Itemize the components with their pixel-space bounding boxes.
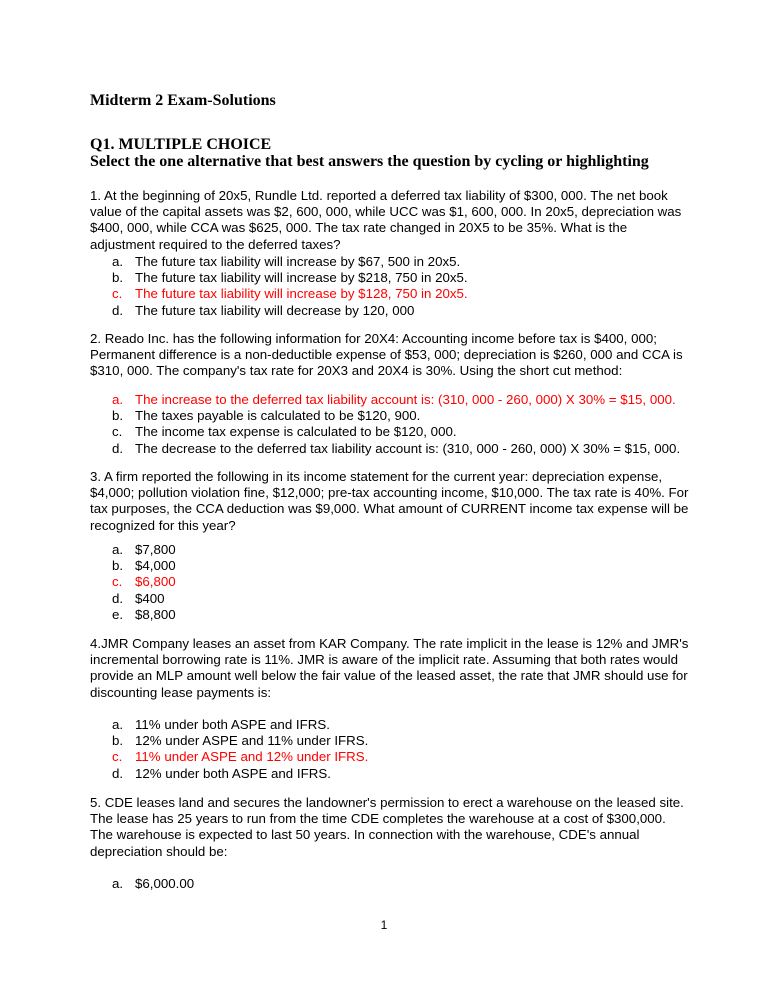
- option-1c-answer[interactable]: c. The future tax liability will increase by $128, 750 in 20x5.: [112, 286, 468, 302]
- option-2c[interactable]: c. The income tax expense is calculated to be $120, 000.: [112, 424, 457, 440]
- question-2-text: 2. Reado Inc. has the following information for 20X4: Accounting income before tax is $400, 000; Permanent difference is a non-deductible expense of $53, 000; depreciation is $260, 000 and CCA is $310, 000. The company's tax rate for 20X3 and 20X4 is 30%. Using the short cut method:: [90, 331, 683, 379]
- option-3a[interactable]: a. $7,800: [112, 542, 176, 557]
- question-4-text: 4.JMR Company leases an asset from KAR Company. The rate implicit in the lease is 12% and JMR's incremental borrowing rate is 11%. JMR is aware of the implicit rate. Assuming that both rates would provide an MLP amount well below the fair value of the leased asset, the rate that JMR should use for discounting lease payments is:: [90, 636, 689, 700]
- option-3d[interactable]: d. $400: [112, 590, 165, 606]
- option-1d[interactable]: d. The future tax liability will decrease by 120, 000: [112, 302, 415, 318]
- option-4b[interactable]: b. 12% under ASPE and 11% under IFRS.: [112, 733, 369, 749]
- question-1-options: [112, 254, 468, 319]
- option-4a[interactable]: a. 11% under both ASPE and IFRS.: [112, 717, 330, 732]
- question-3-text: 3. A firm reported the following in its income statement for the current year: depreciation expense, $4,000; pollution violation fine, $12,000; pre-tax accounting income, $10,000. The tax rate is 40%. For tax purposes, the CCA deduction was $9,000. What amount of CURRENT income tax expense will be recognized for this year?: [90, 469, 689, 533]
- question-3-options: [112, 542, 176, 623]
- option-3c-answer[interactable]: c. $6,800: [112, 574, 176, 590]
- question-5-text: 5. CDE leases land and secures the landowner's permission to erect a warehouse on the leased site. The lease has 25 years to run from the time CDE completes the warehouse at a cost of $300,000. The warehouse is expected to last 50 years. In connection with the warehouse, CDE's annual depreciation should be:: [90, 795, 684, 859]
- option-3b[interactable]: b. $4,000: [112, 558, 176, 574]
- question-4-options: [112, 717, 368, 782]
- option-1b[interactable]: b. The future tax liability will increase by $218, 750 in 20x5.: [112, 270, 468, 286]
- option-5a[interactable]: a. $6,000.00: [112, 876, 195, 891]
- option-1a[interactable]: a. The future tax liability will increase by $67, 500 in 20x5.: [112, 254, 461, 269]
- section-instruction: Select the one alternative that best answers the question by cycling or highlighting: [90, 153, 649, 170]
- question-1-text: 1. At the beginning of 20x5, Rundle Ltd. reported a deferred tax liability of $300, 000. The net book value of the capital assets was $2, 600, 000, while UCC was $1, 600, 000. In 20x5, depreciation was $400, 000, while CCA was $625, 000. The tax rate changed in 20X5 to be 35%. What is the adjustment required to the deferred taxes?: [90, 188, 682, 252]
- section-heading: Q1. MULTIPLE CHOICE: [90, 136, 272, 153]
- option-4c-answer[interactable]: c. 11% under ASPE and 12% under IFRS.: [112, 749, 369, 765]
- question-5-options: [112, 876, 194, 892]
- question-2-options: [112, 392, 680, 457]
- option-2d[interactable]: d. The decrease to the deferred tax liability account is: (310, 000 - 260, 000) X 30% = $15, 000.: [112, 440, 681, 456]
- page-title: Midterm 2 Exam-Solutions: [90, 92, 276, 109]
- option-3e[interactable]: e. $8,800: [112, 606, 176, 622]
- page-number: 1: [380, 918, 388, 932]
- option-2b[interactable]: b. The taxes payable is calculated to be $120, 900.: [112, 408, 421, 424]
- option-4d[interactable]: d. 12% under both ASPE and IFRS.: [112, 765, 331, 781]
- option-2a-answer[interactable]: a. The increase to the deferred tax liability account is: (310, 000 - 260, 000) X 30% = $15, 000.: [112, 392, 676, 407]
